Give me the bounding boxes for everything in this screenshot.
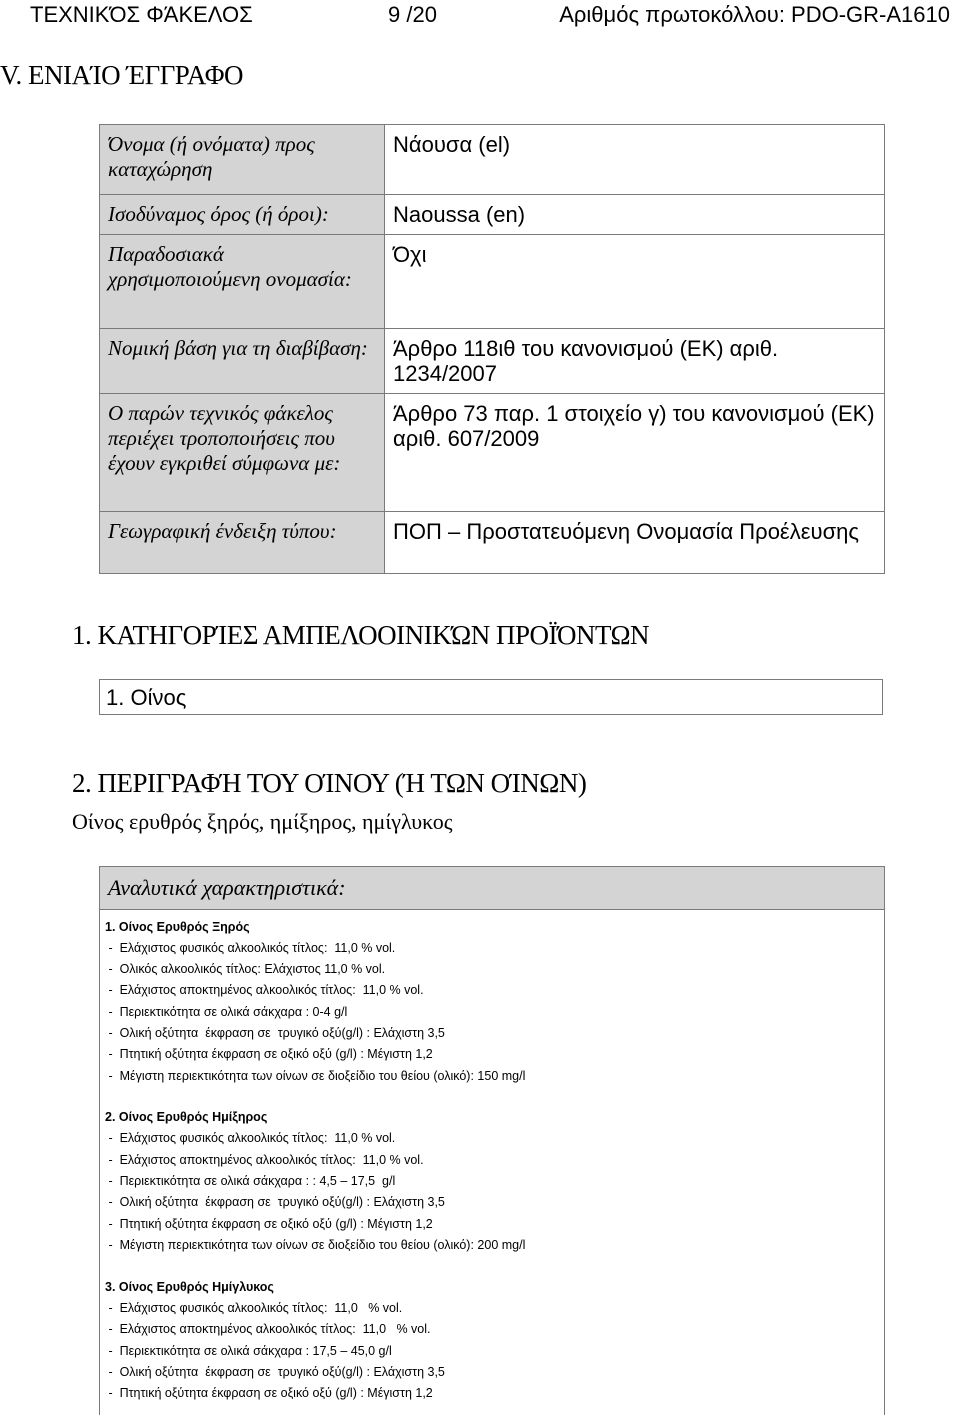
spec-line: - Μέγιστη περιεκτικότητα των οίνων σε διοξείδιο του θείου (ολικό): 200 mg/l (105, 1238, 526, 1252)
registration-table (99, 124, 885, 574)
spec-line: - Ολική οξύτητα έκφραση σε τρυγικό οξύ(g/l) : Ελάχιστη 3,5 (105, 1365, 445, 1379)
analytical-characteristics-header: Αναλυτικά χαρακτηριστικά: (100, 867, 884, 910)
wine-description-subtitle: Οίνος ερυθρός ξηρός, ημίξηρος, ημίγλυκος (72, 809, 453, 834)
block-title: 2. Οίνος Ερυθρός Ημίξηρος (105, 1110, 268, 1124)
block-title: 1. Οίνος Ερυθρός Ξηρός (105, 920, 250, 934)
row-label-name: Όνομα (ή ονόματα) προς καταχώρηση (100, 125, 385, 195)
spec-line: - Ελάχιστος αποκτημένος αλκοολικός τίτλος: 11,0 % vol. (105, 1322, 431, 1336)
table-row (100, 125, 885, 195)
table-row (100, 235, 885, 329)
protocol-number: Αριθμός πρωτοκόλλου: PDO-GR-A1610 (559, 2, 950, 27)
table-row (100, 195, 885, 235)
spec-line: - Μέγιστη περιεκτικότητα των οίνων σε διοξείδιο του θείου (ολικό): 150 mg/l (105, 1069, 526, 1083)
spec-line: - Ολική οξύτητα έκφραση σε τρυγικό οξύ(g/l) : Ελάχιστη 3,5 (105, 1195, 445, 1209)
spec-line: - Ελάχιστος αποκτημένος αλκοολικός τίτλος: 11,0 % vol. (105, 983, 424, 997)
section-v-title: V. ΕΝΙΑΊΟ ΈΓΓΡΑΦΟ (0, 60, 243, 90)
spec-line: - Ελάχιστος φυσικός αλκοολικός τίτλος: 11,0 % vol. (105, 1131, 396, 1145)
row-label-traditional: Παραδοσιακά χρησιμοποιούμενη ονομασία: (100, 235, 385, 329)
spec-line: - Πτητική οξύτητα έκφραση σε οξικό οξύ (g/l) : Μέγιστη 1,2 (105, 1217, 433, 1231)
spec-line: - Περιεκτικότητα σε ολικά σάκχαρα : 17,5 – 45,0 g/l (105, 1344, 392, 1358)
row-value-name: Νάουσα (el) (385, 125, 885, 195)
analytical-characteristics-box (99, 866, 885, 1415)
table-row (100, 329, 885, 394)
wine-category-box: 1. Οίνος (99, 679, 883, 715)
row-value-amendments: Άρθρο 73 παρ. 1 στοιχείο γ) του κανονισμού (ΕΚ) αριθ. 607/2009 (385, 394, 885, 512)
spec-line: - Ελάχιστος αποκτημένος αλκοολικός τίτλος: 11,0 % vol. (105, 1153, 424, 1167)
spec-line: - Ολικός αλκοολικός τίτλος: Ελάχιστος 11,0 % vol. (105, 962, 386, 976)
table-row (100, 512, 885, 574)
page-header (0, 0, 960, 34)
section-1-title: 1. ΚΑΤΗΓΟΡΊΕΣ ΑΜΠΕΛΟΟΙΝΙΚΏΝ ΠΡΟΪΌΝΤΩΝ (72, 620, 650, 650)
row-label-geo-indication: Γεωγραφική ένδειξη τύπου: (100, 512, 385, 574)
row-value-geo-indication: ΠΟΠ – Προστατευόμενη Ονομασία Προέλευσης (385, 512, 885, 574)
section-2-title: 2. ΠΕΡΙΓΡΑΦΉ ΤΟΥ ΟΊΝΟΥ (Ή ΤΩΝ ΟΊΝΩΝ) (72, 768, 587, 798)
block-title: 3. Οίνος Ερυθρός Ημίγλυκος (105, 1280, 274, 1294)
spec-line: - Ελάχιστος φυσικός αλκοολικός τίτλος: 11,0 % vol. (105, 941, 396, 955)
document-type: ΤΕΧΝΙΚΌΣ ΦΆΚΕΛΟΣ (30, 2, 253, 27)
row-label-legal-basis: Νομική βάση για τη διαβίβαση: (100, 329, 385, 394)
spec-line: - Περιεκτικότητα σε ολικά σάκχαρα : 0-4 g/l (105, 1005, 348, 1019)
spec-line: - Πτητική οξύτητα έκφραση σε οξικό οξύ (g/l) : Μέγιστη 1,2 (105, 1047, 433, 1061)
spec-line: - Ολική οξύτητα έκφραση σε τρυγικό οξύ(g/l) : Ελάχιστη 3,5 (105, 1026, 445, 1040)
row-label-equivalent: Ισοδύναμος όρος (ή όροι): (100, 195, 385, 235)
row-value-legal-basis: Άρθρο 118ιθ του κανονισμού (ΕΚ) αριθ. 1234/2007 (385, 329, 885, 394)
row-value-equivalent: Naoussa (en) (385, 195, 885, 235)
table-row (100, 394, 885, 512)
row-value-traditional: Όχι (385, 235, 885, 329)
row-label-amendments: Ο παρών τεχνικός φάκελος περιέχει τροποποιήσεις που έχουν εγκριθεί σύμφωνα με: (100, 394, 385, 512)
spec-line: - Πτητική οξύτητα έκφραση σε οξικό οξύ (g/l) : Μέγιστη 1,2 (105, 1386, 433, 1400)
page-number: 9 /20 (388, 2, 437, 27)
spec-line: - Ελάχιστος φυσικός αλκοολικός τίτλος: 11,0 % vol. (105, 1301, 403, 1315)
spec-line: - Περιεκτικότητα σε ολικά σάκχαρα : : 4,5 – 17,5 g/l (105, 1174, 396, 1188)
